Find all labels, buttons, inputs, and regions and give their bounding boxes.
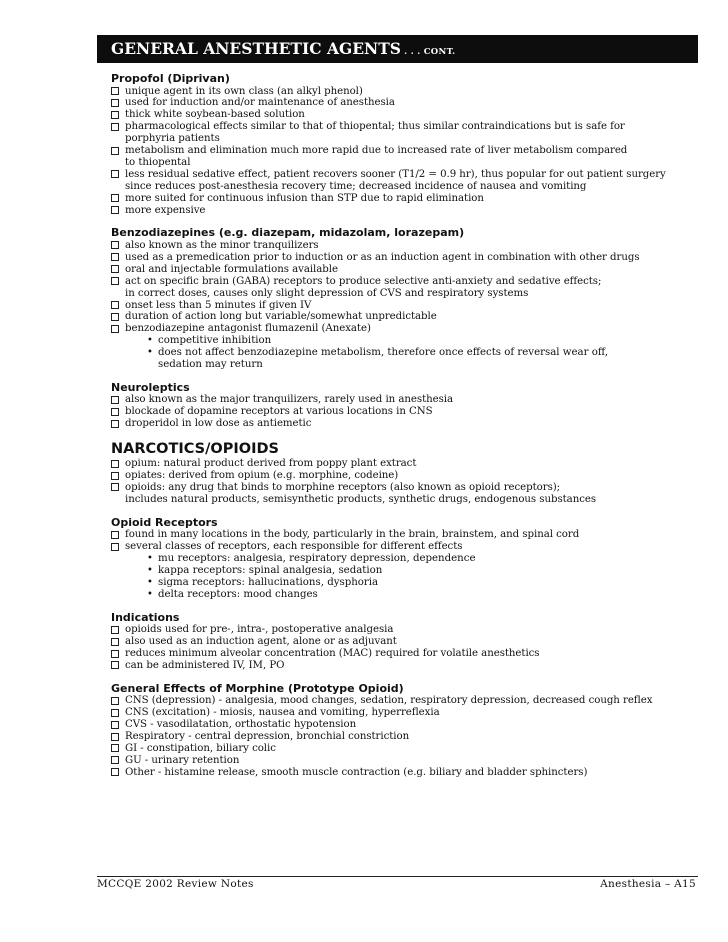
propofol-heading: Propofol (Diprivan): [111, 72, 230, 85]
checkbox-icon: [111, 483, 119, 491]
bullet-icon: •: [147, 565, 153, 576]
bullet-item: • competitive inhibition: [147, 335, 272, 347]
checklist-item: more suited for continuous infusion than STP due to rapid elimination: [111, 193, 691, 205]
checkbox-icon: [111, 650, 119, 658]
checkbox-icon: [111, 543, 119, 551]
checklist-item: Respiratory - central depression, bronchial constriction: [111, 731, 691, 743]
checkbox-icon: [111, 170, 119, 178]
checklist-item: can be administered IV, IM, PO: [111, 660, 691, 672]
checkbox-icon: [111, 206, 119, 214]
checklist-item: oral and injectable formulations available: [111, 264, 691, 276]
checklist-item: also known as the major tranquilizers, rarely used in anesthesia: [111, 394, 691, 406]
bullet-icon: •: [147, 335, 153, 347]
checkbox-icon: [111, 638, 119, 646]
checklist-item: CNS (excitation) - miosis, nausea and vomiting, hyperreflexia: [111, 707, 691, 719]
opioid-receptors-heading: Opioid Receptors: [111, 515, 218, 529]
checkbox-icon: [111, 408, 119, 416]
checklist-item: also used as an induction agent, alone or as adjuvant: [111, 636, 691, 648]
checkbox-icon: [111, 661, 119, 669]
banner-continued: . . . CONT.: [400, 47, 456, 57]
checkbox-icon: [111, 147, 119, 155]
checklist-item: droperidol in low dose as antiemetic: [111, 418, 691, 430]
checklist-item: opioids used for pre-, intra-, postoperative analgesia: [111, 624, 691, 636]
checkbox-icon: [111, 123, 119, 131]
checklist-item: thick white soybean-based solution: [111, 109, 691, 121]
notes-content: [111, 73, 691, 779]
footer-page-number: Anesthesia – A15: [600, 878, 696, 890]
narcotics-opioids-heading: NARCOTICS/OPIOIDS: [111, 441, 279, 458]
checkbox-icon: [111, 531, 119, 539]
checklist-item: GI - constipation, biliary colic: [111, 743, 691, 755]
checkbox-icon: [111, 241, 119, 249]
checklist-item: benzodiazepine antagonist flumazenil (Anexate): [111, 323, 691, 335]
indications-heading: Indications: [111, 610, 180, 624]
checkbox-icon: [111, 460, 119, 468]
checkbox-icon: [111, 111, 119, 119]
checklist-item: metabolism and elimination much more rapid due to increased rate of liver metabolism compared to thiopental: [111, 145, 691, 169]
checkbox-icon: [111, 265, 119, 273]
checklist-item: used as a premedication prior to induction or as an induction agent in combination with other drugs: [111, 252, 691, 264]
checklist-item: opiates: derived from opium (e.g. morphine, codeine): [111, 470, 691, 482]
checkbox-icon: [111, 253, 119, 261]
checklist-item: used for induction and/or maintenance of anesthesia: [111, 97, 691, 109]
checkbox-icon: [111, 768, 119, 776]
checkbox-icon: [111, 277, 119, 285]
banner-title: GENERAL ANESTHETIC AGENTS: [111, 39, 401, 58]
checklist-item: blockade of dopamine receptors at various locations in CNS: [111, 406, 691, 418]
checkbox-icon: [111, 87, 119, 95]
checklist-item: several classes of receptors, each responsible for different effects: [111, 541, 691, 553]
checkbox-icon: [111, 301, 119, 309]
checklist-item: act on specific brain (GABA) receptors to produce selective anti-anxiety and sedative effects; in correct doses, causes only slight depression of CVS and respiratory systems: [111, 276, 691, 300]
bullet-item: • delta receptors: mood changes: [147, 588, 318, 600]
checklist-item: CVS - vasodilatation, orthostatic hypotension: [111, 719, 691, 731]
footer-rule: [97, 876, 698, 877]
checkbox-icon: [111, 709, 119, 717]
checkbox-icon: [111, 721, 119, 729]
bullet-icon: •: [147, 347, 153, 359]
checklist-item: more expensive: [111, 205, 691, 217]
checklist-item: GU - urinary retention: [111, 755, 691, 767]
footer-source: MCCQE 2002 Review Notes: [97, 878, 254, 890]
checklist-item: less residual sedative effect, patient recovers sooner (T1/2 = 0.9 hr), thus popular for out patient surgery since reduces post-anesthesia recovery time; decreased incidence of nausea and vomiting: [111, 169, 691, 193]
checkbox-icon: [111, 396, 119, 404]
checklist-item: CNS (depression) - analgesia, mood changes, sedation, respiratory depression, decreased cough reflex: [111, 695, 691, 707]
checkbox-icon: [111, 626, 119, 634]
checkbox-icon: [111, 697, 119, 705]
neuroleptics-heading: Neuroleptics: [111, 380, 190, 394]
checkbox-icon: [111, 420, 119, 428]
bullet-item: • sigma receptors: hallucinations, dysphoria: [147, 576, 379, 588]
checklist-item: Other - histamine release, smooth muscle contraction (e.g. biliary and bladder sphincters): [111, 767, 691, 779]
checkbox-icon: [111, 744, 119, 752]
bullet-item: • mu receptors: analgesia, respiratory depression, dependence: [147, 553, 476, 565]
benzodiazepines-heading: Benzodiazepines (e.g. diazepam, midazolam, lorazepam): [111, 226, 465, 240]
section-banner: [97, 35, 698, 63]
bullet-icon: •: [147, 576, 153, 588]
checklist-item: pharmacological effects similar to that of thiopental; thus similar contraindications but is safe for porphyria patients: [111, 121, 691, 145]
checklist-item: unique agent in its own class (an alkyl phenol): [111, 86, 691, 98]
bullet-item: • kappa receptors: spinal analgesia, sedation: [147, 565, 383, 576]
checkbox-icon: [111, 325, 119, 333]
bullet-icon: •: [147, 588, 153, 600]
checklist-item: found in many locations in the body, particularly in the brain, brainstem, and spinal cord: [111, 529, 691, 541]
checkbox-icon: [111, 313, 119, 321]
checklist-item: duration of action long but variable/somewhat unpredictable: [111, 311, 691, 323]
bullet-icon: •: [147, 553, 153, 565]
checklist-item: also known as the minor tranquilizers: [111, 240, 691, 252]
checkbox-icon: [111, 733, 119, 741]
checkbox-icon: [111, 99, 119, 107]
checkbox-icon: [111, 756, 119, 764]
checklist-item: opium: natural product derived from poppy plant extract: [111, 458, 691, 470]
bullet-item: • does not affect benzodiazepine metabolism, therefore once effects of reversal wear off, sedation may return: [147, 347, 608, 371]
checkbox-icon: [111, 194, 119, 202]
morphine-effects-heading: General Effects of Morphine (Prototype Opioid): [111, 681, 404, 695]
checklist-item: reduces minimum alveolar concentration (MAC) required for volatile anesthetics: [111, 648, 691, 660]
checklist-item: opioids: any drug that binds to morphine receptors (also known as opioid receptors); includes natural products, semisynthetic products, synthetic drugs, endogenous substances: [111, 482, 691, 506]
checklist-item: onset less than 5 minutes if given IV: [111, 300, 691, 312]
checkbox-icon: [111, 472, 119, 480]
